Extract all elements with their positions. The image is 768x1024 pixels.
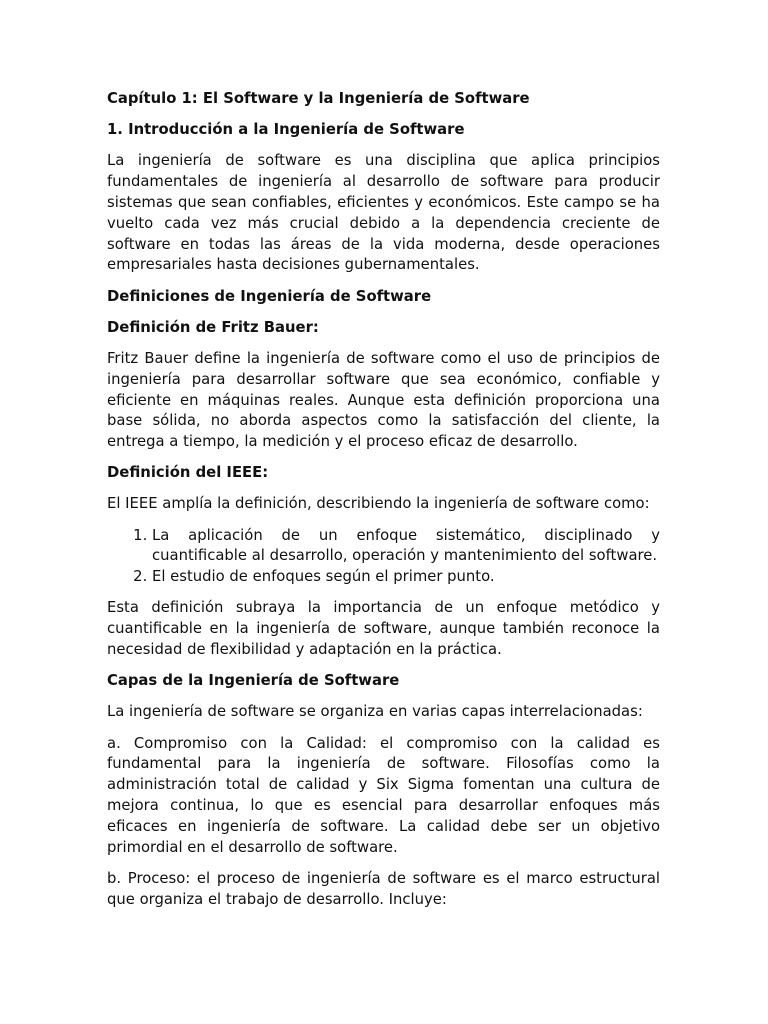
- ieee-definition-list: [107, 526, 660, 588]
- ieee-definition-title: Definición del IEEE:: [107, 464, 269, 482]
- intro-paragraph: La ingeniería de software es una disciplina que aplica principios fundamentales de ingeniería al desarrollo de software para producir sistemas que sean confiables, eficientes y económicos. Este campo se ha vuelto cada vez más crucial debido a la dependencia creciente de software en todas las áreas de la vida moderna, desde operaciones empresariales hasta decisiones gubernamentales.: [107, 152, 660, 274]
- chapter-title: Capítulo 1: El Software y la Ingeniería de Software: [107, 90, 530, 107]
- layer-quality-paragraph: a. Compromiso con la Calidad: el compromiso con la calidad es fundamental para la ingeniería de software. Filosofías como la administración total de calidad y Six Sigma fomentan una cultura de mejora continua, lo que es esencial para desarrollar enfoques más eficaces en ingeniería de software. La calidad debe ser un objetivo primordial en el desarrollo de software.: [107, 734, 660, 856]
- layer-process-paragraph: b. Proceso: el proceso de ingeniería de software es el marco estructural que organiza el trabajo de desarrollo. Incluye:: [107, 869, 660, 908]
- layers-intro-paragraph: La ingeniería de software se organiza en varias capas interrelacionadas:: [107, 703, 643, 721]
- document-body: [107, 89, 660, 910]
- bauer-definition-paragraph: Fritz Bauer define la ingeniería de software como el uso de principios de ingeniería para desarrollar software que sea económico, confiable y eficiente en máquinas reales. Aunque esta definición proporciona una base sólida, no aborda aspectos como la satisfacción del cliente, la entrega a tiempo, la medición y el proceso eficaz de desarrollo.: [107, 349, 660, 451]
- section-intro-title: 1. Introducción a la Ingeniería de Software: [107, 121, 465, 139]
- definitions-title: Definiciones de Ingeniería de Software: [107, 287, 432, 305]
- layers-title: Capas de la Ingeniería de Software: [107, 672, 400, 690]
- list-item: 2. El estudio de enfoques según el primer punto.: [152, 567, 660, 588]
- list-item: 1. La aplicación de un enfoque sistemático, disciplinado y cuantificable al desarrollo, operación y mantenimiento del software.: [152, 526, 660, 568]
- bauer-definition-title: Definición de Fritz Bauer:: [107, 318, 319, 336]
- ieee-followup-paragraph: Esta definición subraya la importancia de un enfoque metódico y cuantificable en la ingeniería de software, aunque también reconoce la necesidad de flexibilidad y adaptación en la práctica.: [107, 599, 660, 659]
- ieee-definition-paragraph: El IEEE amplía la definición, describiendo la ingeniería de software como:: [107, 495, 650, 513]
